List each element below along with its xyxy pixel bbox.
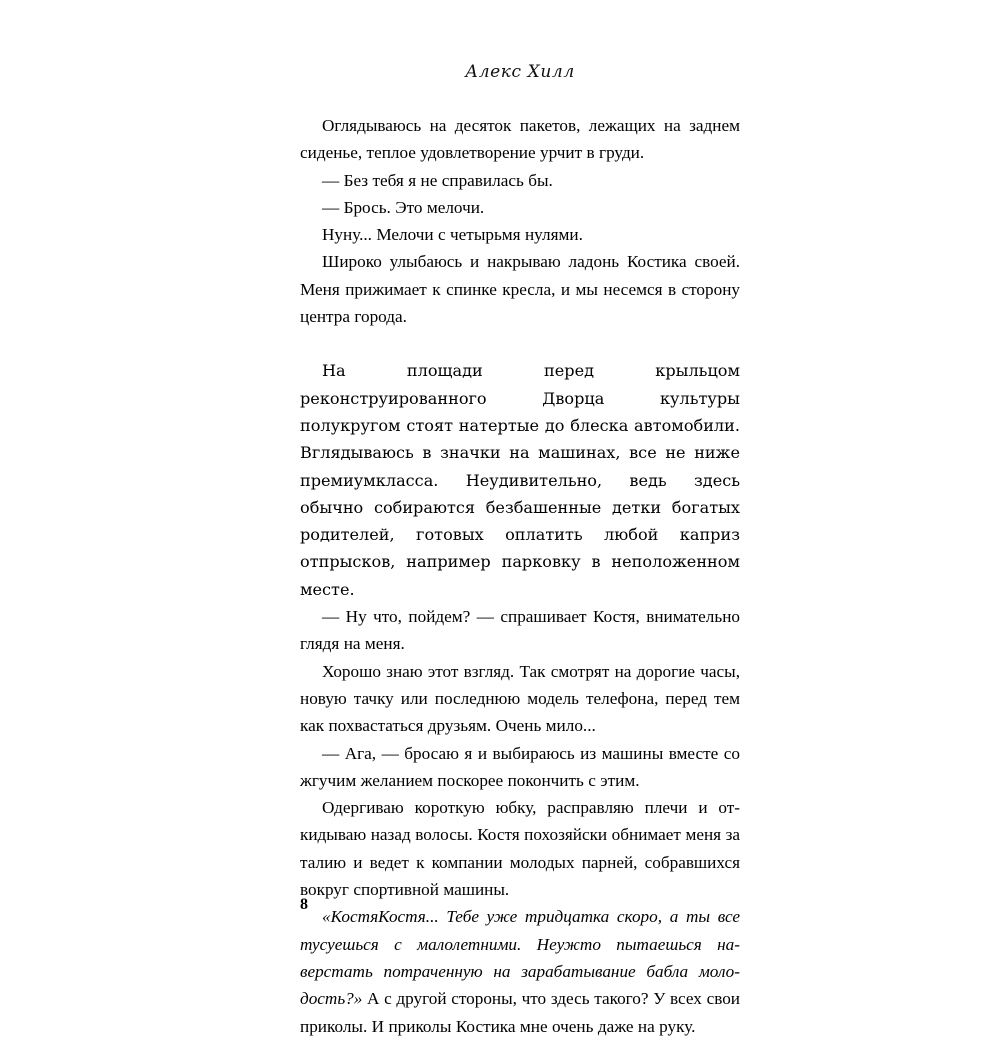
- dialogue-line: — Без тебя я не справилась бы.: [322, 170, 553, 190]
- paragraph-continuation: А с другой стороны, что здесь такого? У всех свои приколы. И приколы Костика мне очень даже на руку.: [300, 989, 740, 1036]
- paragraph: Широко улыбаюсь и накрываю ладонь Костика своей. Меня прижимает к спинке кресла, и мы несемся в сторону центра города.: [300, 252, 740, 327]
- paragraph: На площади перед крыльцом реконструированного Дворца культуры полукругом стоят натертые до блеска автомобили. Вглядываюсь в значки на машинах, все не ниже премиумкласса. Неудивительно, ведь здесь обычно собираются безбашенные детки богатых родителей, готовых оплатить любой каприз отпрысков, например парковку в неположенном месте.: [300, 361, 740, 599]
- page-text-block: [300, 112, 740, 1040]
- inner-monologue-quote: «КостяКостя... Тебе уже тридцатка скоро, а ты все тусуешься с малолетними. Неужто пытаешься наверстать потраченную на зарабатывание бабла молодость?»: [300, 907, 740, 1009]
- dialogue-line: — Ну что, пойдем? — спрашивает Костя, внимательно глядя на меня.: [300, 607, 740, 654]
- dialogue-line: — Брось. Это мелочи.: [322, 197, 485, 217]
- paragraph: Нуну... Мелочи с четырьмя нулями.: [322, 225, 583, 245]
- paragraph-inner-monologue: [300, 903, 740, 1039]
- running-head-author: Алекс Хилл: [465, 62, 575, 82]
- section-break: [300, 330, 740, 357]
- paragraph: Одергиваю короткую юбку, расправляю плечи и откидываю назад волосы. Костя похозяйски обнимает меня за талию и ведет к компании молодых парней, собравшихся вокруг спортивной машины.: [300, 798, 740, 900]
- dialogue-line: — Ага, — бросаю я и выбираюсь из машины вместе со жгучим желанием поскорее покончить с этим.: [300, 743, 740, 790]
- page-number: 8: [300, 896, 308, 913]
- paragraph: Хорошо знаю этот взгляд. Так смотрят на дорогие часы, новую тачку или последнюю модель телефона, перед тем как похвастаться друзьям. Очень мило...: [300, 661, 740, 736]
- paragraph: Оглядываюсь на десяток пакетов, лежащих на заднем сиденье, теплое удовлетворение урчит в груди.: [300, 116, 740, 163]
